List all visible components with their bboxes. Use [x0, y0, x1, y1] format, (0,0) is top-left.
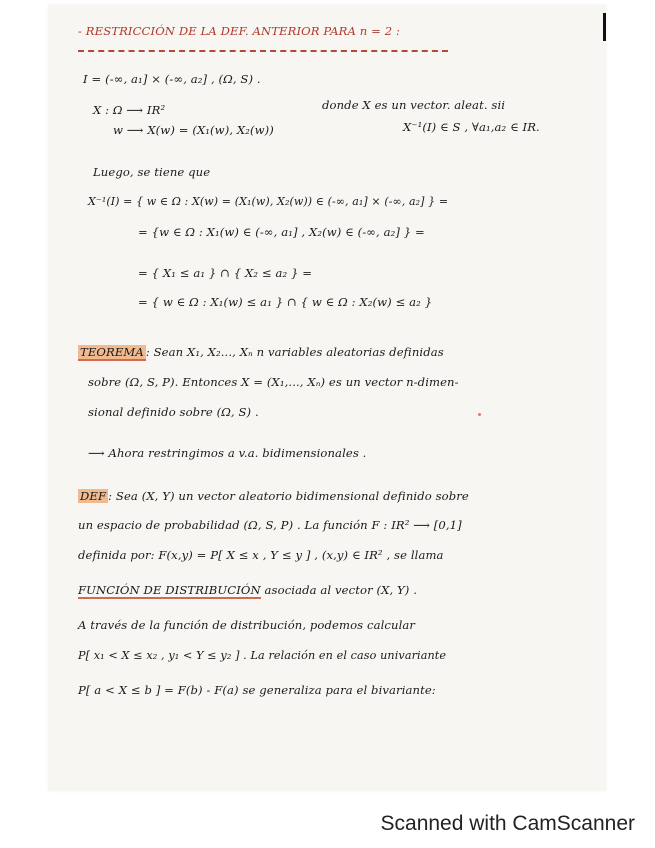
- definition-line-3: definida por: F(x,y) = P[ X ≤ x , Y ≤ y ] , (x,y) ∈ IR² , se llama: [78, 548, 444, 562]
- mapping-w: w ⟶ X(w) = (X₁(w), X₂(w)): [113, 123, 274, 137]
- definition-line-2: un espacio de probabilidad (Ω, S, P) . La función F : IR² ⟶ [0,1]: [78, 518, 462, 532]
- theorem-line-1: [78, 345, 444, 359]
- bidimensional-note: ⟶ Ahora restringimos a v.a. bidimensionales .: [88, 446, 367, 460]
- calc-line-2: P[ x₁ < X ≤ x₂ , y₁ < Y ≤ y₂ ] . La relación en el caso univariante: [78, 649, 447, 662]
- definition-label: DEF: [80, 489, 107, 503]
- preimage-step-1: X⁻¹(I) = { w ∈ Ω : X(w) = (X₁(w), X₂(w)) ∈ (-∞, a₁] × (-∞, a₂] } =: [88, 195, 449, 208]
- preimage-step-2: = {w ∈ Ω : X₁(w) ∈ (-∞, a₁] , X₂(w) ∈ (-∞, a₂] } =: [138, 225, 425, 239]
- definition-line-1: [78, 489, 469, 503]
- definition-text: : Sea (X, Y) un vector aleatorio bidimensional definido sobre: [108, 489, 469, 503]
- distribution-function-term: FUNCIÓN DE DISTRIBUCIÓN: [78, 583, 261, 597]
- marker-dot: [478, 413, 481, 416]
- random-vector-condition: donde X es un vector. aleat. sii: [322, 98, 506, 112]
- theorem-line-3: sional definido sobre (Ω, S) .: [88, 405, 259, 419]
- calc-line-3: P[ a < X ≤ b ] = F(b) - F(a) se generaliza para el bivariante:: [78, 683, 436, 697]
- mapping-x: X : Ω ⟶ IR²: [93, 103, 166, 117]
- preimage-step-4: = { w ∈ Ω : X₁(w) ≤ a₁ } ∩ { w ∈ Ω : X₂(w) ≤ a₂ }: [138, 295, 433, 309]
- distribution-function-text: asociada al vector (X, Y) .: [264, 583, 417, 597]
- calc-line-1: A través de la función de distribución, podemos calcular: [78, 618, 416, 632]
- heading-underline: [78, 50, 448, 52]
- interval-definition: I = (-∞, a₁] × (-∞, a₂] , (Ω, S) .: [83, 72, 261, 86]
- definition-line-4: [78, 583, 417, 597]
- then-text: Luego, se tiene que: [93, 165, 211, 179]
- theorem-line-2: sobre (Ω, S, P). Entonces X = (X₁,..., Xₙ) es un vector n-dimen-: [88, 375, 459, 389]
- theorem-label: TEOREMA: [80, 345, 144, 359]
- preimage-step-3: = { X₁ ≤ a₁ } ∩ { X₂ ≤ a₂ } =: [138, 266, 313, 280]
- preimage-condition: X⁻¹(I) ∈ S , ∀a₁,a₂ ∈ IR.: [403, 120, 540, 134]
- heading-restriction: - RESTRICCIÓN DE LA DEF. ANTERIOR PARA n = 2 :: [78, 24, 400, 38]
- scanned-page: [48, 5, 606, 791]
- scanner-watermark: Scanned with CamScanner: [380, 812, 635, 835]
- theorem-text: : Sean X₁, X₂..., Xₙ n variables aleatorias definidas: [145, 345, 444, 359]
- pen-mark: [603, 13, 606, 41]
